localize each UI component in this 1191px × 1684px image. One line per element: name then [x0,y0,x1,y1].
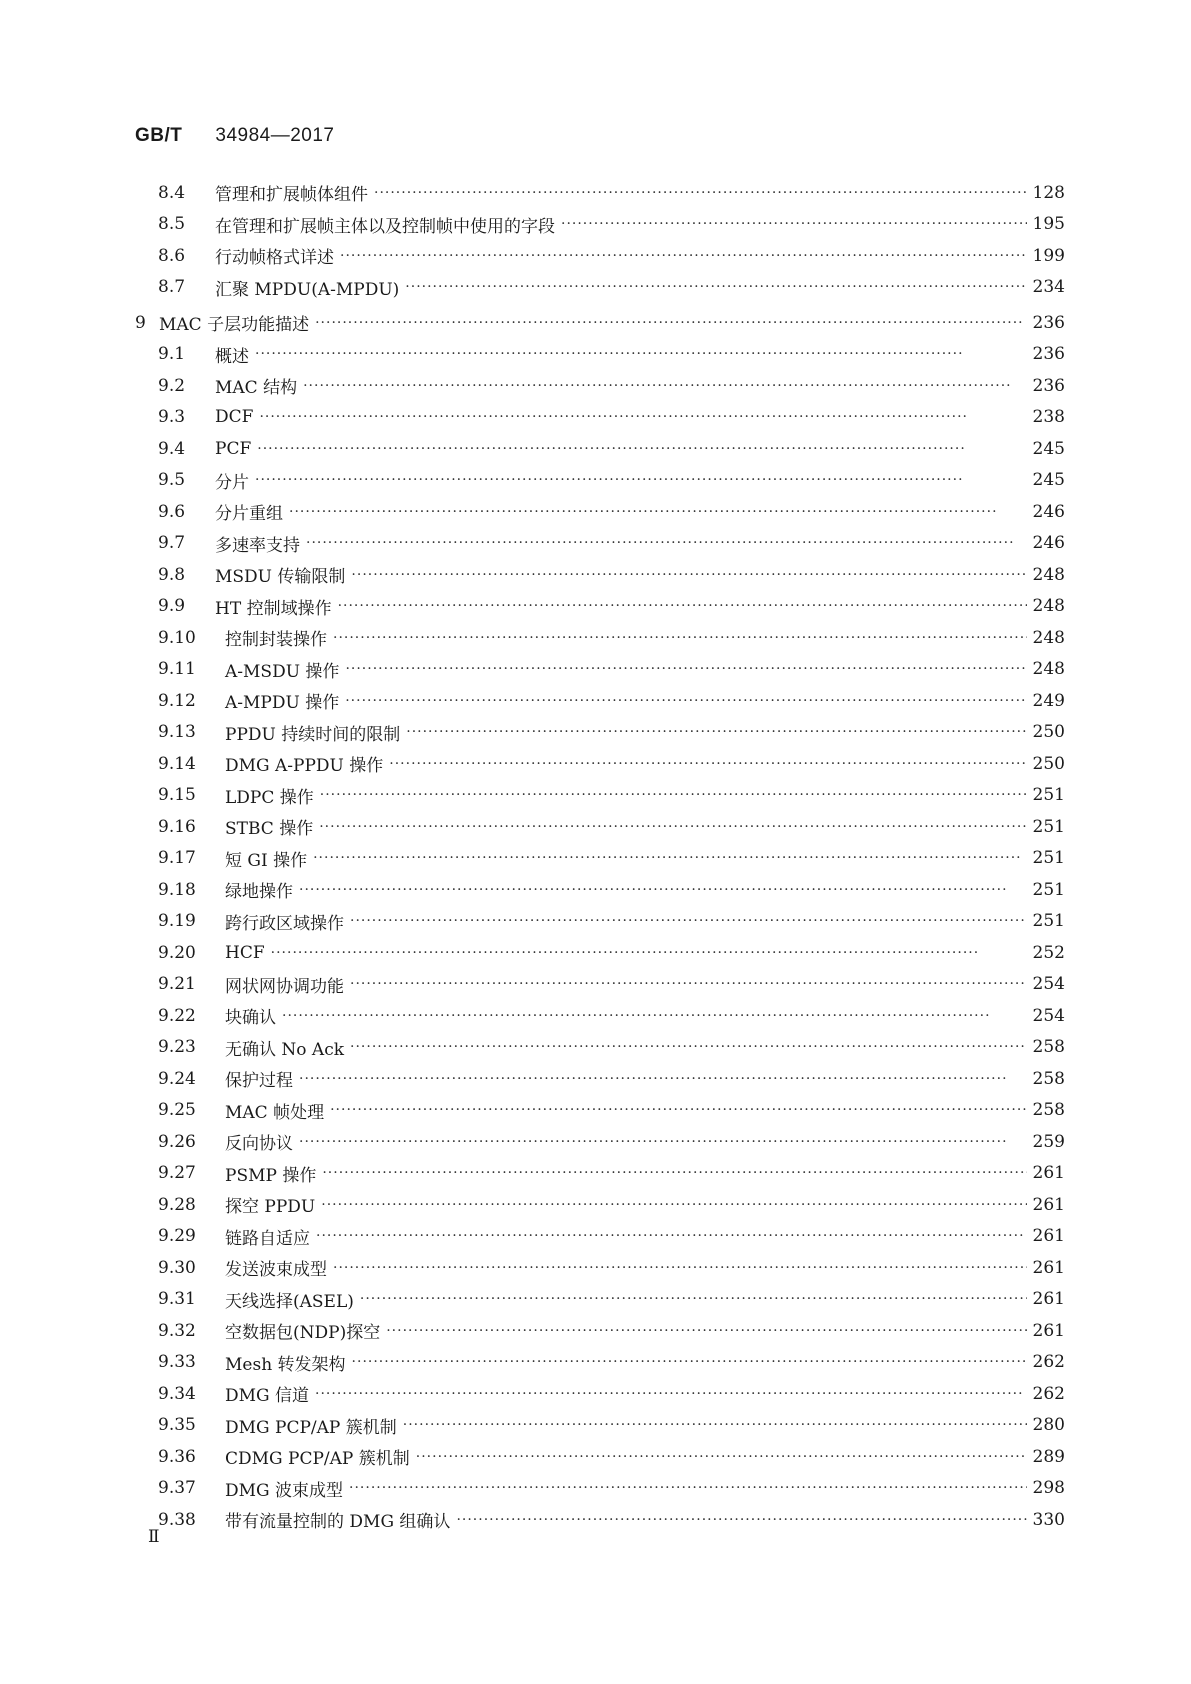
toc-entry[interactable] [135,969,1065,1001]
toc-entry-page: 248 [1032,596,1065,617]
toc-leader-dots [303,378,1027,394]
toc-entry[interactable] [135,622,1065,654]
toc-leader-dots [320,787,1027,803]
toc-entry[interactable] [135,780,1065,812]
toc-entry-title: 控制封装操作 [225,630,327,651]
toc-entry-title: 反向协议 [225,1134,293,1155]
toc-entry[interactable] [135,559,1065,591]
toc-entry[interactable] [135,1504,1065,1536]
toc-entry-page: 251 [1032,911,1065,932]
toc-entry-title: 概述 [215,346,249,367]
toc-entry-page: 251 [1032,816,1065,837]
toc-entry[interactable] [135,1126,1065,1158]
table-of-contents [135,177,1065,1536]
toc-entry-page: 280 [1032,1415,1065,1436]
toc-entry-number: 9.24 [158,1068,196,1089]
toc-entry-title: DMG PCP/AP 簇机制 [225,1417,397,1438]
toc-entry-page: 258 [1032,1100,1065,1121]
toc-entry-number: 9.10 [158,627,196,648]
toc-entry-page: 254 [1032,974,1065,995]
toc-entry-number: 9.18 [158,879,196,900]
toc-entry[interactable] [135,496,1065,528]
toc-entry[interactable] [135,1410,1065,1442]
toc-entry-title: DMG 信道 [225,1386,310,1407]
toc-entry-page: 259 [1032,1131,1065,1152]
toc-entry-number: 9.12 [158,690,196,711]
toc-entry-title: 网状网协调功能 [225,976,344,997]
toc-entry-number: 9.8 [158,564,186,585]
toc-entry-page: 236 [1032,344,1065,365]
toc-entry-title: PCF [215,438,252,459]
toc-leader-dots [289,504,1027,520]
toc-entry-page: 246 [1032,501,1065,522]
toc-entry-title: A-MSDU 操作 [225,661,340,682]
toc-entry-number: 9.32 [158,1320,196,1341]
toc-leader-dots [345,661,1027,677]
toc-entry[interactable] [135,528,1065,560]
toc-leader-dots [257,441,1027,457]
toc-leader-dots [282,1008,1027,1024]
toc-entry[interactable] [135,874,1065,906]
toc-entry-page: 251 [1032,785,1065,806]
toc-entry-number: 8.7 [158,277,186,298]
toc-leader-dots [333,630,1027,646]
toc-leader-dots [386,1323,1027,1339]
toc-entry-page: 261 [1032,1320,1065,1341]
toc-entry-page: 298 [1032,1478,1065,1499]
toc-entry-page: 251 [1032,879,1065,900]
toc-leader-dots [374,185,1027,201]
toc-entry[interactable] [135,209,1065,241]
toc-entry-title: 管理和扩展帧体组件 [215,185,368,206]
toc-entry-page: 258 [1032,1037,1065,1058]
toc-entry[interactable] [135,654,1065,686]
toc-entry-title: HT 控制域操作 [215,598,332,619]
toc-leader-dots [333,1260,1027,1276]
toc-entry-number: 9.23 [158,1037,196,1058]
toc-entry-number: 9.21 [158,974,196,995]
toc-entry-number: 9.14 [158,753,196,774]
toc-leader-dots [360,1291,1027,1307]
toc-entry-title: 保护过程 [225,1071,293,1092]
toc-entry-page: 249 [1032,690,1065,711]
toc-leader-dots [315,315,1027,331]
toc-entry[interactable] [135,843,1065,875]
toc-entry[interactable] [135,1441,1065,1473]
toc-entry-number: 9.27 [158,1163,196,1184]
toc-leader-dots [259,409,1027,425]
standard-number: 34984—2017 [215,125,335,146]
toc-entry[interactable] [135,1252,1065,1284]
toc-entry-page: 252 [1032,942,1065,963]
toc-leader-dots [340,248,1027,264]
toc-entry[interactable] [135,811,1065,843]
toc-entry-page: 254 [1032,1005,1065,1026]
toc-leader-dots [350,976,1027,992]
toc-entry-title: 带有流量控制的 DMG 组确认 [225,1512,451,1533]
toc-leader-dots [456,1512,1027,1528]
toc-entry-title: 空数据包(NDP)探空 [225,1323,381,1344]
toc-entry-title: PPDU 持续时间的限制 [225,724,401,745]
toc-entry[interactable] [135,370,1065,402]
toc-entry-number: 9.33 [158,1352,196,1373]
toc-entry-page: 262 [1032,1352,1065,1373]
toc-entry[interactable] [135,1032,1065,1064]
toc-entry-title: 汇聚 MPDU(A-MPDU) [215,279,400,300]
toc-entry-number: 9 [135,312,146,333]
toc-leader-dots [315,1386,1027,1402]
toc-leader-dots [255,346,1027,362]
toc-leader-dots [338,598,1027,614]
toc-entry[interactable] [135,402,1065,434]
toc-entry-title: HCF [225,942,265,963]
toc-entry-title: MAC 子层功能描述 [159,315,310,336]
toc-entry-title: 跨行政区域操作 [225,913,344,934]
toc-entry-title: 链路自适应 [225,1228,310,1249]
toc-entry-number: 9.13 [158,722,196,743]
toc-entry-number: 9.29 [158,1226,196,1247]
toc-entry-title: 在管理和扩展帧主体以及控制帧中使用的字段 [215,216,555,237]
toc-entry[interactable] [135,339,1065,371]
toc-leader-dots [561,216,1027,232]
toc-entry-title: 行动帧格式详述 [215,248,334,269]
toc-entry-title: 块确认 [225,1008,276,1029]
toc-entry-page: 236 [1032,312,1065,333]
toc-entry-page: 234 [1032,277,1065,298]
toc-leader-dots [352,1354,1027,1370]
toc-entry[interactable] [135,465,1065,497]
toc-entry-number: 9.15 [158,785,196,806]
toc-entry-number: 8.4 [158,182,186,203]
toc-entry-number: 9.31 [158,1289,196,1310]
toc-entry-number: 9.11 [158,659,196,680]
toc-entry[interactable] [135,591,1065,623]
toc-entry-number: 9.17 [158,848,196,869]
toc-entry[interactable] [135,1315,1065,1347]
toc-entry[interactable] [135,1095,1065,1127]
toc-entry-page: 245 [1032,438,1065,459]
toc-entry-page: 261 [1032,1257,1065,1278]
toc-entry[interactable] [135,177,1065,209]
toc-entry[interactable] [135,1473,1065,1505]
toc-entry-page: 261 [1032,1289,1065,1310]
toc-entry-title: A-MPDU 操作 [225,693,340,714]
toc-entry-number: 9.38 [158,1509,196,1530]
toc-entry-page: 238 [1032,407,1065,428]
toc-entry-page: 248 [1032,659,1065,680]
toc-entry-number: 9.26 [158,1131,196,1152]
toc-entry-number: 8.6 [158,245,186,266]
toc-entry[interactable] [135,272,1065,304]
toc-entry[interactable] [135,1347,1065,1379]
toc-leader-dots [321,1197,1027,1213]
toc-entry-number: 9.19 [158,911,196,932]
toc-entry[interactable] [135,1000,1065,1032]
toc-entry-title: 发送波束成型 [225,1260,327,1281]
toc-entry-page: 199 [1032,245,1065,266]
toc-entry-title: 天线选择(ASEL) [225,1291,354,1312]
toc-entry-title: 探空 PPDU [225,1197,316,1218]
toc-entry-number: 9.7 [158,533,186,554]
toc-entry-page: 251 [1032,848,1065,869]
toc-entry-page: 261 [1032,1226,1065,1247]
toc-entry[interactable] [135,1378,1065,1410]
toc-entry-title: PSMP 操作 [225,1165,317,1186]
toc-entry[interactable] [135,717,1065,749]
toc-entry-page: 250 [1032,722,1065,743]
toc-entry-number: 8.5 [158,214,186,235]
toc-leader-dots [313,850,1027,866]
toc-entry-title: MAC 帧处理 [225,1102,325,1123]
toc-entry-number: 9.16 [158,816,196,837]
document-header [135,124,335,147]
toc-leader-dots [330,1102,1027,1118]
toc-entry-number: 9.5 [158,470,186,491]
toc-entry-number: 9.22 [158,1005,196,1026]
toc-entry[interactable] [135,1221,1065,1253]
toc-leader-dots [403,1417,1027,1433]
toc-entry-title: 短 GI 操作 [225,850,308,871]
toc-leader-dots [345,693,1027,709]
toc-leader-dots [306,535,1027,551]
toc-entry-title: Mesh 转发架构 [225,1354,346,1375]
toc-entry-page: 330 [1032,1509,1065,1530]
toc-entry-title: 无确认 No Ack [225,1039,345,1060]
toc-leader-dots [255,472,1027,488]
toc-entry-page: 128 [1032,182,1065,203]
toc-entry-title: 分片重组 [215,504,283,525]
toc-entry-title: DCF [215,407,254,428]
toc-entry-page: 261 [1032,1194,1065,1215]
toc-entry[interactable] [135,307,1065,339]
toc-entry[interactable] [135,433,1065,465]
toc-entry[interactable] [135,748,1065,780]
toc-entry-number: 9.3 [158,407,186,428]
toc-entry-page: 289 [1032,1446,1065,1467]
toc-entry-title: DMG 波束成型 [225,1480,344,1501]
page-number: Ⅱ [148,1527,160,1547]
toc-entry-page: 246 [1032,533,1065,554]
toc-leader-dots [405,279,1027,295]
toc-leader-dots [271,945,1027,961]
toc-entry-title: DMG A-PPDU 操作 [225,756,384,777]
toc-entry-page: 258 [1032,1068,1065,1089]
toc-entry[interactable] [135,1063,1065,1095]
toc-entry-number: 9.35 [158,1415,196,1436]
toc-entry-number: 9.34 [158,1383,196,1404]
toc-entry-number: 9.36 [158,1446,196,1467]
toc-entry-title: MSDU 传输限制 [215,567,346,588]
toc-entry[interactable] [135,240,1065,272]
toc-entry-title: 绿地操作 [225,882,293,903]
toc-leader-dots [349,1480,1027,1496]
toc-entry-number: 9.9 [158,596,186,617]
toc-leader-dots [299,1134,1027,1150]
toc-leader-dots [319,819,1027,835]
toc-leader-dots [299,1071,1027,1087]
toc-leader-dots [406,724,1027,740]
toc-entry-title: LDPC 操作 [225,787,314,808]
toc-entry[interactable] [135,937,1065,969]
toc-leader-dots [322,1165,1027,1181]
toc-entry-page: 248 [1032,564,1065,585]
toc-entry-number: 9.4 [158,438,186,459]
toc-leader-dots [350,1039,1027,1055]
toc-entry-number: 9.20 [158,942,196,963]
toc-entry[interactable] [135,1284,1065,1316]
toc-entry-title: 分片 [215,472,249,493]
toc-entry[interactable] [135,1158,1065,1190]
toc-leader-dots [350,913,1027,929]
toc-entry-page: 195 [1032,214,1065,235]
toc-entry[interactable] [135,685,1065,717]
toc-entry-page: 236 [1032,375,1065,396]
toc-leader-dots [351,567,1027,583]
toc-entry-number: 9.2 [158,375,186,396]
toc-leader-dots [389,756,1027,772]
toc-entry-title: CDMG PCP/AP 簇机制 [225,1449,410,1470]
toc-leader-dots [316,1228,1027,1244]
toc-entry-page: 245 [1032,470,1065,491]
toc-entry-page: 248 [1032,627,1065,648]
toc-entry[interactable] [135,1189,1065,1221]
toc-entry-number: 9.30 [158,1257,196,1278]
toc-entry[interactable] [135,906,1065,938]
toc-entry-page: 261 [1032,1163,1065,1184]
standard-code: GB/T [135,125,183,146]
toc-entry-number: 9.25 [158,1100,196,1121]
toc-entry-page: 250 [1032,753,1065,774]
toc-entry-number: 9.6 [158,501,186,522]
toc-leader-dots [299,882,1027,898]
toc-leader-dots [416,1449,1027,1465]
toc-entry-number: 9.28 [158,1194,196,1215]
toc-entry-page: 262 [1032,1383,1065,1404]
toc-entry-number: 9.37 [158,1478,196,1499]
toc-entry-title: STBC 操作 [225,819,314,840]
toc-entry-title: 多速率支持 [215,535,300,556]
toc-entry-title: MAC 结构 [215,378,298,399]
toc-entry-number: 9.1 [158,344,186,365]
